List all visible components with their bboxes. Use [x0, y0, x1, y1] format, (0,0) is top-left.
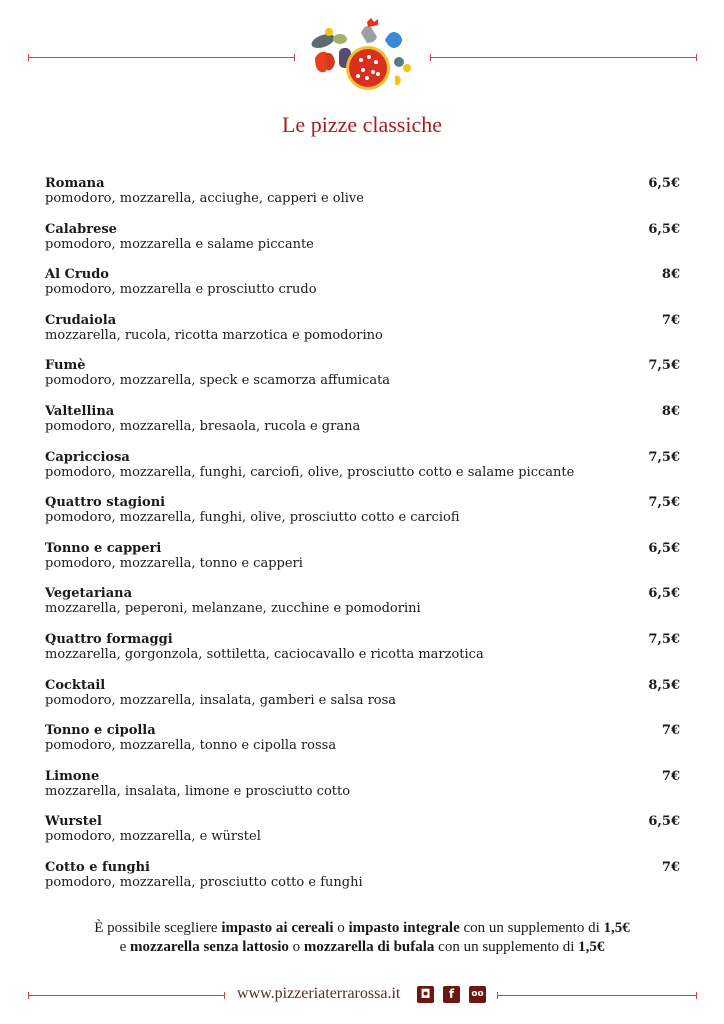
item-description: pomodoro, mozzarella e prosciutto crudo — [45, 282, 317, 298]
item-name: Tonno e cipolla — [45, 723, 156, 739]
item-description: pomodoro, mozzarella, acciughe, capperi e olive — [45, 191, 364, 206]
website-link[interactable]: www.pizzeriaterrarossa.it — [237, 985, 401, 1002]
item-name: Limone — [45, 768, 100, 784]
item-name: Tonno e capperi — [45, 540, 162, 556]
menu-item — [45, 222, 680, 253]
menu-item — [45, 541, 680, 572]
menu-item — [45, 586, 680, 617]
instagram-icon[interactable]: ◘ — [417, 986, 434, 1003]
item-name: Cocktail — [45, 677, 106, 693]
item-description: pomodoro, mozzarella, funghi, carciofi, olive, prosciutto cotto e salame piccante — [45, 464, 575, 480]
note-text: con un supplemento di — [434, 939, 579, 955]
item-description: mozzarella, insalata, limone e prosciutto cotto — [45, 783, 351, 799]
item-name: Quattro stagioni — [45, 495, 166, 511]
note-text: È possibile scegliere — [94, 920, 222, 936]
note-highlight: impasto ai cereali — [221, 920, 334, 936]
note-text: o — [333, 920, 349, 936]
item-name: Capricciosa — [45, 449, 130, 465]
item-name: Wurstel — [45, 814, 102, 830]
item-price: 7€ — [661, 860, 680, 875]
item-description: mozzarella, peperoni, melanzane, zucchine e pomodorini — [45, 601, 421, 617]
note-text: e — [119, 939, 131, 955]
item-name: Fumè — [45, 358, 86, 374]
supplement-note — [0, 919, 724, 957]
item-description: pomodoro, mozzarella, bresaola, rucola e grana — [45, 419, 361, 434]
item-description: pomodoro, mozzarella e salame piccante — [45, 236, 314, 252]
menu-item — [45, 678, 680, 709]
header-rule-right — [430, 57, 697, 58]
pizzeria-logo — [303, 18, 421, 98]
item-name: Crudaiola — [45, 312, 117, 328]
item-name: Valtellina — [45, 404, 115, 419]
item-price: 7,5€ — [648, 449, 680, 465]
item-description: pomodoro, mozzarella, speck e scamorza affumicata — [45, 373, 391, 389]
item-description: mozzarella, rucola, ricotta marzotica e pomodorino — [45, 327, 383, 343]
menu-item — [45, 495, 680, 526]
item-name: Vegetariana — [45, 586, 133, 602]
note-highlight: 1,5€ — [603, 920, 630, 936]
menu-item — [45, 313, 680, 344]
item-price: 7,5€ — [648, 358, 680, 374]
item-price: 8€ — [661, 267, 680, 283]
item-price: 6,5€ — [648, 586, 680, 602]
note-highlight: impasto integrale — [348, 920, 460, 936]
header-rule-left — [28, 57, 295, 58]
item-price: 8€ — [661, 404, 680, 419]
supplement-note-line-1 — [0, 919, 724, 938]
item-price: 7€ — [661, 723, 680, 739]
footer-rule-left — [28, 995, 225, 996]
supplement-note-line-2 — [0, 938, 724, 957]
item-description: pomodoro, mozzarella, tonno e capperi — [45, 555, 303, 571]
item-name: Al Crudo — [45, 267, 109, 283]
facebook-icon[interactable]: f — [443, 986, 460, 1003]
item-description: pomodoro, mozzarella, prosciutto cotto e funghi — [45, 875, 363, 890]
menu-item — [45, 723, 680, 754]
tripadvisor-icon[interactable]: oo — [469, 986, 486, 1003]
menu-item — [45, 814, 680, 845]
menu-item — [45, 769, 680, 800]
item-price: 7€ — [661, 312, 680, 328]
item-price: 6,5€ — [648, 221, 680, 237]
item-description: pomodoro, mozzarella, funghi, olive, prosciutto cotto e carciofi — [45, 510, 460, 526]
footer-rule-right — [497, 995, 697, 996]
menu-item — [45, 632, 680, 663]
menu-item — [45, 267, 680, 298]
menu-item — [45, 860, 680, 891]
menu-item — [45, 404, 680, 435]
item-name: Romana — [45, 176, 105, 191]
item-description: pomodoro, mozzarella, insalata, gamberi e salsa rosa — [45, 692, 397, 708]
item-price: 7€ — [661, 768, 680, 784]
item-description: pomodoro, mozzarella, tonno e cipolla rossa — [45, 738, 337, 754]
item-price: 7,5€ — [648, 632, 680, 647]
note-highlight: mozzarella senza lattosio — [130, 939, 289, 955]
menu-item — [45, 176, 680, 207]
menu-item — [45, 358, 680, 389]
note-highlight: mozzarella di bufala — [303, 939, 435, 955]
menu-item — [45, 450, 680, 481]
item-description: mozzarella, gorgonzola, sottiletta, caciocavallo e ricotta marzotica — [45, 647, 484, 662]
item-name: Cotto e funghi — [45, 860, 150, 875]
item-name: Calabrese — [45, 221, 117, 237]
item-price: 6,5€ — [648, 176, 680, 191]
item-price: 7,5€ — [648, 495, 680, 511]
note-text: con un supplemento di — [459, 920, 604, 936]
section-title: Le pizze classiche — [281, 112, 442, 137]
item-price: 6,5€ — [648, 540, 680, 556]
item-name: Quattro formaggi — [45, 632, 173, 647]
note-highlight: 1,5€ — [578, 939, 605, 955]
item-description: pomodoro, mozzarella, e würstel — [45, 829, 261, 845]
note-text: o — [288, 939, 304, 955]
item-price: 8,5€ — [648, 677, 680, 693]
item-price: 6,5€ — [648, 814, 680, 830]
